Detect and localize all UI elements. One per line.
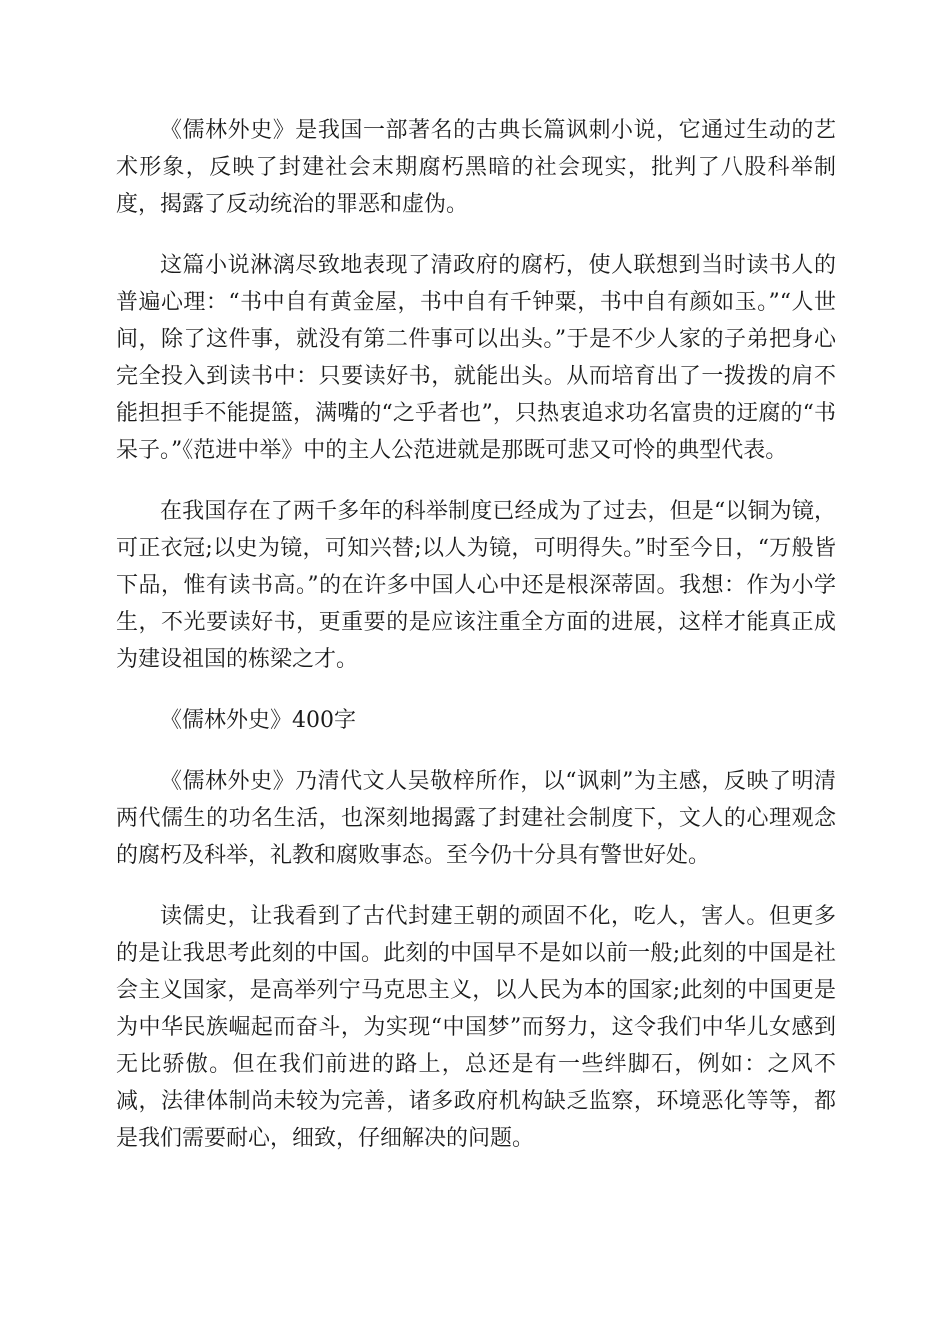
paragraph-intro: 《儒林外史》是我国一部著名的古典长篇讽刺小说，它通过生动的艺术形象，反映了封建社会末期腐朽黑暗的社会现实，批判了八股科举制度，揭露了反动统治的罪恶和虚伪。 <box>116 118 836 217</box>
paragraph-thoughts: 读儒史，让我看到了古代封建王朝的顽固不化，吃人，害人。但更多的是让我思考此刻的中国。此刻的中国早不是如以前一般;此刻的中国是社会主义国家，是高举列宁马克思主义，以人民为本的国家;此刻的中国更是为中华民族崛起而奋斗，为实现“中国梦”而努力，这令我们中华儿女感到无比骄傲。但在我们前进的路上，总还是有一些绊脚石，例如：之风不减，法律体制尚未较为完善，诸多政府机构缺乏监察，环境恶化等等，都是我们需要耐心，细致，仔细解决的问题。 <box>116 904 836 1151</box>
document-body <box>116 112 836 1181</box>
paragraph-reflection: 在我国存在了两千多年的科举制度已经成为了过去，但是“以铜为镜，可正衣冠;以史为镜，可知兴替;以人为镜，可明得失。”时至今日，“万般皆下品，惟有读书高。”的在许多中国人心中还是根深蒂固。我想：作为小学生，不光要读好书，更重要的是应该注重全方面的进展，这样才能真正成为建设祖国的栋梁之才。 <box>116 499 836 672</box>
section-heading: 《儒林外史》400字 <box>160 708 356 733</box>
paragraph-author: 《儒林外史》乃清代文人吴敬梓所作，以“讽刺”为主感，反映了明清两代儒生的功名生活，也深刻地揭露了封建社会制度下，文人的心理观念的腐朽及科举，礼教和腐败事态。至今仍十分具有警世好处。 <box>116 769 836 868</box>
paragraph-analysis: 这篇小说淋漓尽致地表现了清政府的腐朽，使人联想到当时读书人的普遍心理：“书中自有黄金屋，书中自有千钟粟，书中自有颜如玉。”“人世间，除了这件事，就没有第二件事可以出头。”于是不少人家的子弟把身心完全投入到读书中：只要读好书，就能出头。从而培育出了一拨拨的肩不能担担手不能提篮，满嘴的“之乎者也”，只热衷追求功名富贵的迂腐的“书呆子。”《范进中举》中的主人公范进就是那既可悲又可怜的典型代表。 <box>116 253 836 463</box>
